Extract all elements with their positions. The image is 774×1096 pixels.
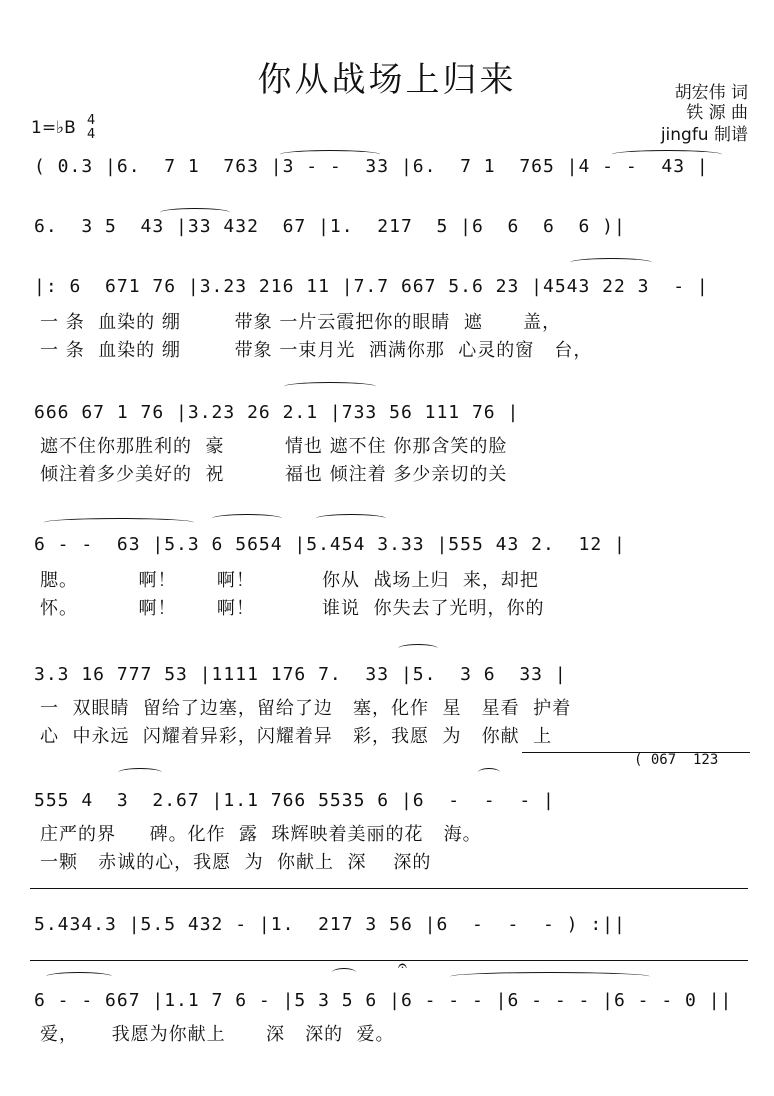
notation-line: 6 - - 667 |1.1 7 6 - |5 3 5 6 |6 - - - |6 - - - |6 - - 0 || (34, 990, 733, 1011)
tie (316, 514, 386, 523)
music-row-6 (30, 656, 750, 696)
tie (570, 258, 652, 267)
music-row-7 (30, 782, 750, 822)
notation-line: 6. 3 5 43 |33 432 67 |1. 217 5 |6 6 6 6 )| (34, 216, 626, 237)
lyric-verse-1-line-2: 遮不住你那胜利的 豪 情也 遮不住 你那含笑的脸 (40, 436, 508, 457)
tie (450, 972, 650, 981)
lyric-verse-1-line-4: 一 双眼睛 留给了边塞，留给了边 塞，化作 星 星看 护着 (40, 698, 572, 719)
time-signature (87, 114, 95, 142)
music-row-3 (30, 268, 750, 308)
tie (332, 968, 356, 977)
notation-line: 3.3 16 777 53 |1111 176 7. 33 |5. 3 6 33 | (34, 664, 567, 685)
lyric-verse-2-line-2: 倾注着多少美好的 祝 福也 倾注着 多少亲切的关 (40, 464, 508, 485)
tie (212, 514, 282, 523)
lyric-verse-1-line-1: 一 条 血染的 绷 带象 一片云霞把你的眼睛 遮 盖， (40, 312, 562, 333)
tie (46, 972, 112, 981)
music-row-5 (30, 526, 750, 566)
key-signature: 1=♭B (31, 118, 76, 138)
time-signature-bottom: 4 (87, 127, 96, 142)
tie (280, 150, 380, 159)
tie (160, 208, 230, 217)
music-row-2 (30, 208, 750, 248)
lyric-verse-2-line-4: 心 中永远 闪耀着异彩，闪耀着异 彩，我愿 为 你献 上 (40, 726, 553, 747)
notation-line: 6 - - 63 |5.3 6 5654 |5.454 3.33 |555 43 2. 12 | (34, 534, 626, 555)
lyric-verse-2-line-1: 一 条 血染的 绷 带象 一束月光 洒满你那 心灵的窗 台， (40, 340, 593, 361)
transcriber-credit: jingfu 制谱 (660, 125, 748, 145)
tie (612, 150, 722, 159)
tie (398, 644, 438, 653)
lyric-verse-1-line-3: 腮。 啊！ 啊！ 你从 战场上归 来，却把 (40, 570, 539, 591)
lyric-ending: 爱， 我愿为你献上 深 深的 爱。 (40, 1024, 395, 1045)
time-signature-top: 4 (87, 113, 96, 128)
lyric-verse-2-line-3: 怀。 啊！ 啊！ 谁说 你失去了光明，你的 (40, 598, 545, 619)
song-title: 你从战场上归来 (257, 60, 517, 100)
lyricist-credit: 胡宏伟 词 (674, 83, 748, 103)
lyric-verse-1-line-5: 庄严的界 碑。化作 露 珠辉映着美丽的花 海。 (40, 824, 482, 845)
notation-line: 666 67 1 76 |3.23 26 2.1 |733 56 111 76 | (34, 402, 520, 423)
tie (44, 518, 194, 527)
music-row-9 (30, 982, 750, 1022)
tie (118, 768, 162, 777)
fermata-icon: 𝄐 (398, 956, 407, 975)
first-ending-bracket (30, 888, 748, 889)
ending-pickup: ( 067 123 (634, 752, 719, 768)
notation-line: ( 0.3 |6. 7 1 763 |3 - - 33 |6. 7 1 765 |4 - - 43 | (34, 156, 709, 177)
composer-credit: 铁 源 曲 (686, 103, 748, 123)
music-row-4 (30, 394, 750, 434)
notation-line: 5.434.3 |5.5 432 - |1. 217 3 56 |6 - - - ) :|| (34, 914, 626, 935)
lyric-verse-2-line-5: 一颗 赤诚的心，我愿 为 你献上 深 深的 (40, 852, 432, 873)
tie (284, 382, 376, 391)
notation-line: 555 4 3 2.67 |1.1 766 5535 6 |6 - - - | (34, 790, 555, 811)
music-row-8 (30, 906, 750, 946)
second-ending-bracket (30, 960, 748, 961)
tie (478, 768, 500, 777)
notation-line: |: 6 671 76 |3.23 216 11 |7.7 667 5.6 23 |4543 22 3 - | (34, 276, 709, 297)
